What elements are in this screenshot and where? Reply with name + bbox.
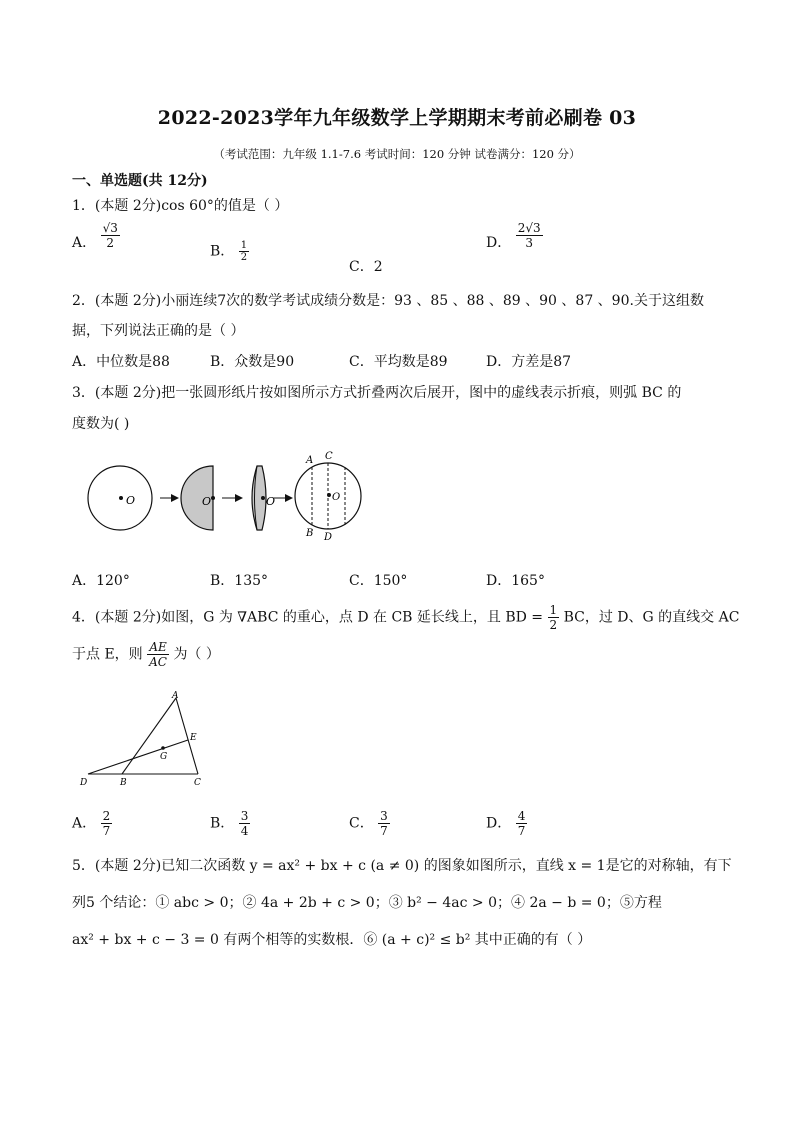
q3-option-c: C．150° (349, 573, 408, 589)
q2-option-c: C．平均数是89 (349, 354, 448, 370)
option-label: A． (72, 235, 97, 251)
q4-a-numerator: 2 (102, 809, 111, 823)
q4-text: 于点 E，则 (72, 646, 143, 663)
q5-stem-line1: 5．(本题 2分)已知二次函数 y = ax² + bx + c (a ≠ 0) 的图象如图所示，直线 x = 1是它的对称轴，有下 (72, 858, 732, 874)
q1-option-a (72, 220, 120, 252)
q2-option-a: A．中位数是88 (72, 354, 170, 370)
q4-c-numerator: 3 (380, 809, 388, 823)
q1-a-denominator: 2 (101, 235, 120, 250)
q4-b-numerator: 3 (240, 809, 249, 823)
q1-option-c (349, 256, 383, 276)
q2-stem-line1: 2．(本题 2分)小丽连续7次的数学考试成绩分数是：93 、85 、88 、89 、90 、87 、90.关于这组数 (72, 293, 704, 309)
q2-option-d: D．方差是87 (486, 354, 572, 370)
q3-stem-line2: 度数为( ) (72, 416, 130, 432)
q2-stem-line2: 据，下列说法正确的是（ ） (72, 323, 245, 339)
q3-stem-line1: 3．(本题 2分)把一张圆形纸片按如图所示方式折叠两次后展开，图中的虚线表示折痕，则弧 BC 的 (72, 385, 682, 401)
q4-stem-line1 (72, 603, 739, 632)
section-heading: 一、单选题(共 12分) (72, 173, 208, 189)
center-dot (327, 493, 331, 497)
q3-option-a: A．120° (72, 573, 130, 589)
page-title: 2022-2023学年九年级数学上学期期末考前必刷卷 03 (157, 107, 637, 129)
q3-option-b: B．135° (210, 573, 269, 589)
q1-a-numerator: √3 (102, 220, 118, 235)
q5-stem-line2: 列5 个结论：① abc > 0；② 4a + 2b + c > 0；③ b² − 4ac > 0；④ 2a − b = 0；⑤方程 (72, 895, 662, 911)
label-g: G (160, 752, 168, 762)
q1-option-d (486, 220, 543, 252)
label-b: B (306, 528, 314, 539)
q4-c-denominator: 7 (380, 824, 388, 838)
q4-text: BC，过 D、G 的直线交 AC (563, 609, 740, 626)
q1-b-denominator: 2 (240, 252, 248, 263)
q4-b-denominator: 4 (240, 824, 249, 838)
q4-option-c (349, 809, 390, 838)
label-c: C (194, 778, 201, 788)
bd-denominator: 2 (549, 618, 558, 632)
option-value: 2 (373, 259, 383, 275)
label-c: C (325, 451, 333, 462)
q4-d-numerator: 4 (517, 809, 526, 823)
label-d: D (324, 532, 333, 543)
q3-folding-figure (80, 448, 380, 548)
q4-text: 4．(本题 2分)如图，G 为 ∇ABC 的重心，点 D 在 CB 延长线上，且 BD = (72, 609, 544, 626)
q1-d-denominator: 3 (525, 235, 533, 250)
label-o: O (126, 494, 136, 507)
center-dot (119, 496, 123, 500)
q3-option-d: D．165° (486, 573, 545, 589)
label-a: A (306, 455, 314, 466)
q4-option-d (486, 809, 527, 838)
q1-b-numerator: 1 (240, 240, 248, 251)
center-dot (261, 496, 265, 500)
centroid-dot (161, 746, 165, 750)
label-d: D (80, 778, 88, 788)
q4-d-denominator: 7 (517, 824, 526, 838)
ratio-denominator: AC (149, 655, 167, 669)
option-label: C． (349, 815, 374, 832)
q1-d-numerator: 2√3 (517, 220, 541, 235)
option-label: B． (210, 815, 235, 832)
bd-numerator: 1 (549, 603, 558, 617)
label-e: E (190, 733, 197, 743)
q2-option-b: B．众数是90 (210, 354, 295, 370)
q4-stem-line2 (72, 640, 220, 669)
label-a: A (172, 691, 179, 701)
option-label: B． (210, 243, 235, 260)
q4-option-b (210, 809, 250, 838)
label-o: O (332, 492, 341, 503)
q1-stem: 1．(本题 2分)cos 60°的值是（ ） (72, 198, 289, 214)
label-o: O (202, 495, 212, 508)
ratio-numerator: AE (147, 640, 169, 655)
q4-option-a (72, 809, 112, 838)
q1-option-b (210, 240, 249, 263)
q4-triangle-figure (76, 688, 216, 788)
q4-text: 为（ ） (173, 646, 220, 663)
q5-stem-line3: ax² + bx + c − 3 = 0 有两个相等的实数根．⑥ (a + c)² ≤ b² 其中正确的有（ ） (72, 932, 592, 948)
exam-info: （考试范围：九年级 1.1-7.6 考试时间：120 分钟 试卷满分：120 分） (213, 147, 581, 161)
option-label: D． (486, 235, 512, 251)
label-b: B (120, 778, 127, 788)
center-dot (211, 496, 215, 500)
side-ab (122, 698, 176, 774)
option-label: D． (486, 815, 512, 832)
label-o: O (266, 495, 276, 508)
line-de (88, 740, 188, 774)
option-label: A． (72, 815, 97, 832)
q4-a-denominator: 7 (102, 824, 111, 838)
option-label: C． (349, 259, 374, 275)
